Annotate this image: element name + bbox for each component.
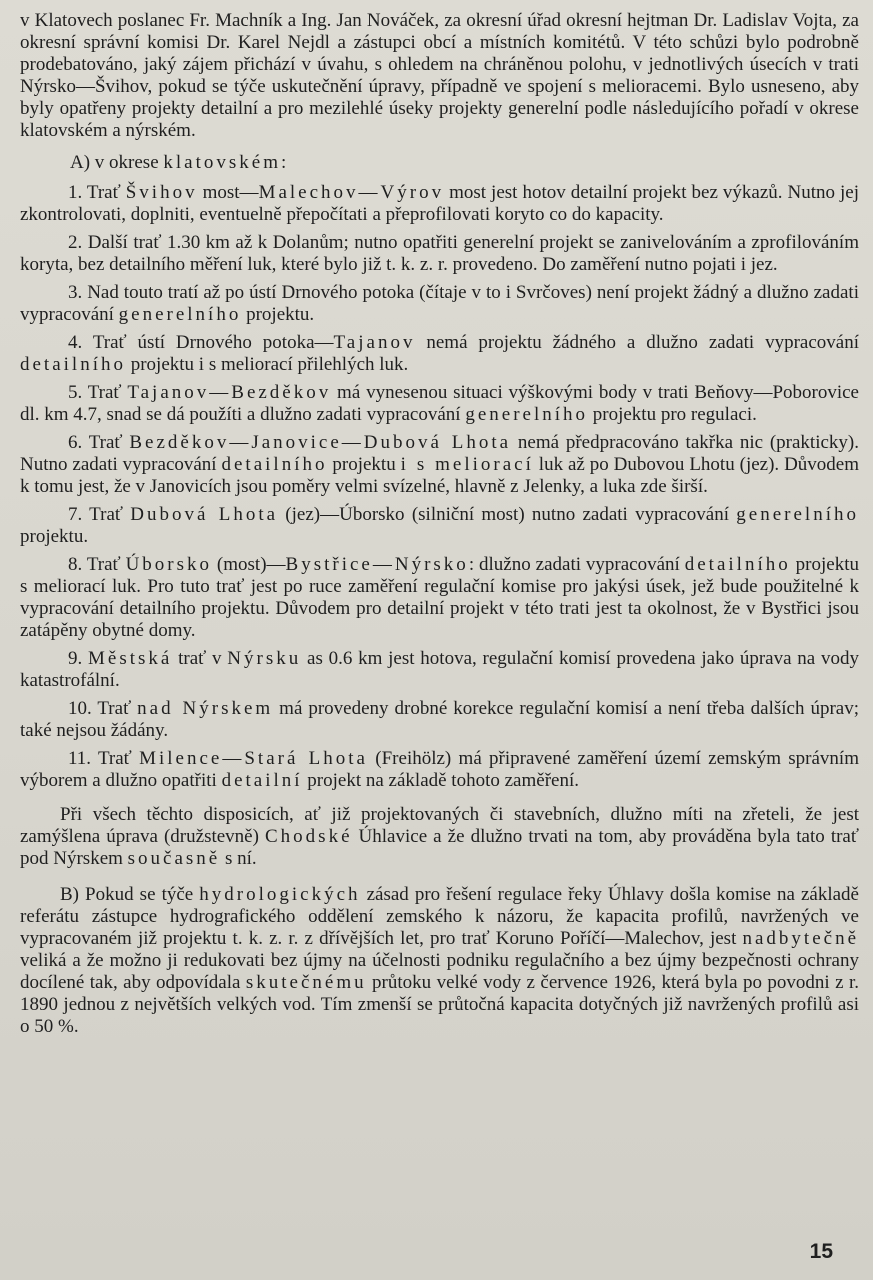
list-item-3: 3. Nad touto tratí až po ústí Drnového potoka (čítaje v to i Svrčoves) není projekt žádný a dlužno zadati vypracování generelního projektu. — [20, 282, 859, 325]
closing-paragraph: Při všech těchto disposicích, ať již projektovaných či stavebních, dlužno míti na zřeteli, že jest zamýšlena úprava (družstevně) Chodské Úhlavice a že dlužno trvati na tom, aby prováděna byla tato trať pod Nýrskem současně s ní. — [20, 804, 859, 869]
list-item-11: 11. Trať Milence—Stará Lhota (Freihölz) má připravené zaměření území zemským správním výborem a dlužno opatřiti detailní projekt na základě tohoto zaměření. — [20, 748, 859, 791]
list-item-8: 8. Trať Úborsko (most)—Bystřice—Nýrsko: dlužno zadati vypracování detailního projektu s meliorací luk. Pro tuto trať jest po ruce zaměření regulační komise pro jakýsi úsek, jež bude použitelné k vypracování detailního projektu. Důvodem pro detailní projekt v této trati jest ta okolnost, že v Bystřici jsou zatápěny obytné domy. — [20, 554, 859, 641]
section-b-paragraph: B) Pokud se týče hydrologických zásad pro řešení regulace řeky Úhlavy došla komise na základě referátu zástupce hydrografického oddělení zemského k názoru, že kapacita profilů, navržených ve vypracovaném již projektu t. k. z. r. z dřívějších let, pro trať Koruno Poříčí—Malechov, jest nadbytečně veliká a že možno ji redukovati bez újmy na účelnosti podniku regulačního a bez újmy bezpečnosti ochrany docílené tak, aby odpovídala skutečnému průtoku velké vody z července 1926, která byla po povodni z r. 1890 jednou z největších velkých vod. Tím zmenší se průtočná kapacita dotyčných již navržených profilů asi o 50 %. — [20, 884, 859, 1037]
intro-paragraph: v Klatovech poslanec Fr. Machník a Ing. Jan Nováček, za okresní úřad okresní hejtman Dr. Ladislav Vojta, za okresní správní komisi Dr. Karel Nejdl a zástupci obcí a místních komitétů. V této schůzi bylo podrobně prodebatováno, jaký zájem přichází v úvahu, s ohledem na chráněnou polohu, v jednotlivých úsecích v trati Nýrsko—Švihov, pokud se týče uskutečnění úpravy, případně ve spojení s melioracemi. Bylo usneseno, aby byly opatřeny projekty detailní a pro mezilehlé úseky projekty generelní podle následujícího pořadí v okrese klatovském a nýrském. — [20, 10, 859, 141]
page-number: 15 — [809, 1240, 833, 1263]
heading-spaced-text: klatovském — [163, 152, 281, 173]
list-item-6: 6. Trať Bezděkov—Janovice—Dubová Lhota nemá předpracováno takřka nic (prakticky). Nutno zadati vypracování detailního projektu i s meliorací luk až po Dubovou Lhotu (jez). Důvodem k tomu jest, že v Janovicích jsou poměry velmi svízelné, hlavně z Jelenky, a luka zde širší. — [20, 432, 860, 497]
heading-colon: : — [281, 152, 287, 173]
list-item-2: 2. Další trať 1.30 km až k Dolanům; nutno opatřiti generelní projekt se zanivelováním a zprofilováním koryta, bez detailního měření luk, které bylo již t. k. z. r. provedeno. Do zaměření nutno pojati i jez. — [20, 232, 859, 275]
list-item-4: 4. Trať ústí Drnového potoka—Tajanov nemá projektu žádného a dlužno zadati vypracování detailního projektu i s meliorací přilehlých luk. — [20, 332, 859, 375]
heading-text: A) v okrese — [70, 152, 164, 173]
section-a-heading — [70, 152, 859, 174]
list-item-5: 5. Trať Tajanov—Bezděkov má vynesenou situaci výškovými body v trati Beňovy—Poborovice dl. km 4.7, snad se dá použíti a dlužno zadati vypracování generelního projektu pro regulaci. — [20, 382, 859, 425]
list-item-1: 1. Trať Švihov most—Malechov—Výrov most jest hotov detailní projekt bez výkazů. Nutno jej zkontrolovati, doplniti, eventuelně přepočítati a přeprofilovati koryto co do kapacity. — [20, 182, 860, 225]
list-item-7: 7. Trať Dubová Lhota (jez)—Úborsko (silniční most) nutno zadati vypracování generelního projektu. — [20, 504, 859, 547]
list-item-10: 10. Trať nad Nýrskem má provedeny drobné korekce regulační komisí a není třeba dalších úprav; také nejsou žádány. — [20, 698, 859, 741]
list-item-9: 9. Městská trať v Nýrsku as 0.6 km jest hotova, regulační komisí provedena jako úprava na vody katastrofální. — [20, 648, 859, 691]
